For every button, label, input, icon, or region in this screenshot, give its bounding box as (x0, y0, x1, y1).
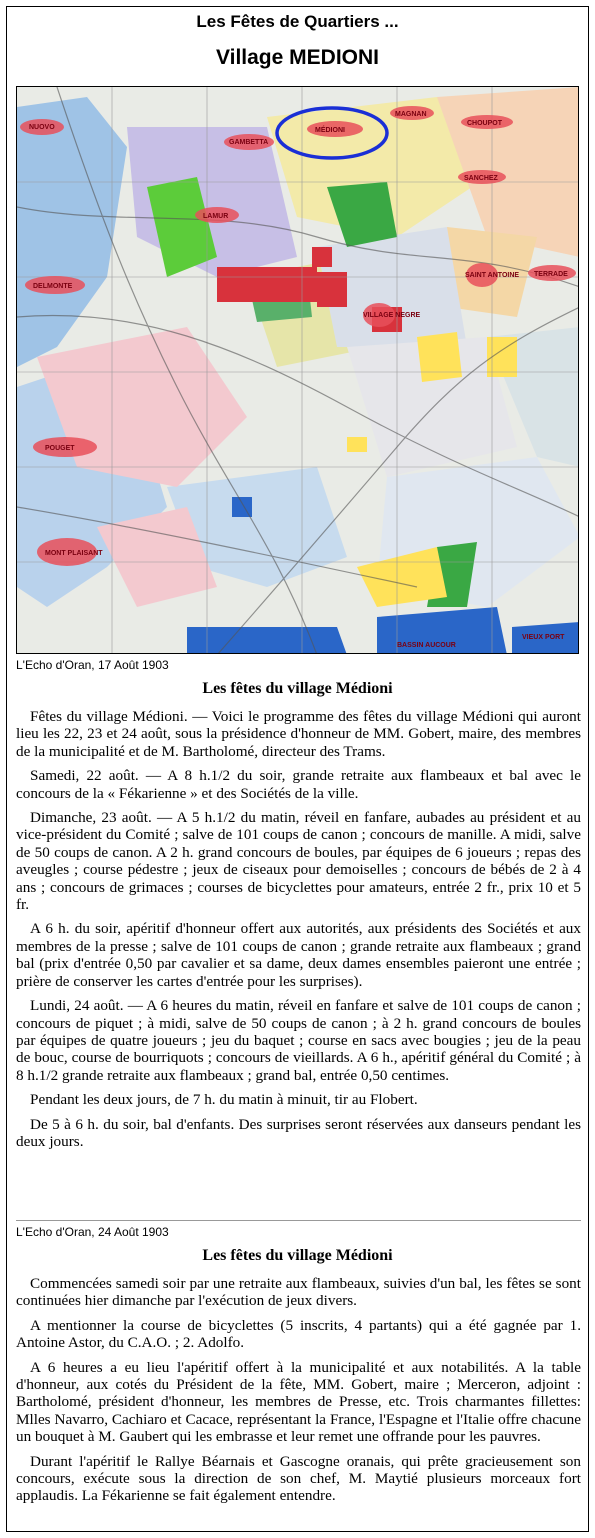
map-label-pouget: POUGET (45, 445, 75, 452)
article-2-paragraph: A mentionner la course de bicyclettes (5 inscrits, 4 partants) qui a été gagnée par 1. Antoine Astor, du C.A.O. ; 2. Adolfo. (16, 1316, 581, 1352)
map-label-nuova: NUOVO (29, 124, 55, 131)
map-label-terrade: TERRADE (534, 271, 568, 278)
page-title: Village MEDIONI (216, 46, 379, 69)
article-divider (16, 1220, 581, 1221)
map-label-lamur: LAMUR (203, 213, 229, 220)
page-kicker: Les Fêtes de Quartiers ... (196, 12, 399, 31)
map-label-saint-antoine: SAINT ANTOINE (465, 272, 520, 279)
article-2-source: L'Echo d'Oran, 24 Août 1903 (16, 1225, 169, 1239)
article-2-title: Les fêtes du village Médioni (202, 1247, 393, 1264)
map-label-delmonte: DELMONTE (33, 283, 73, 290)
map-label-magnan: MAGNAN (395, 111, 427, 118)
map-zone-harbor-1 (187, 627, 347, 654)
article-1-paragraph: De 5 à 6 h. du soir, bal d'enfants. Des surprises seront réservées aux danseurs pendant les deux jours. (16, 1115, 581, 1150)
map-label-sanchez: SANCHEZ (464, 175, 498, 182)
article-1-body (16, 708, 581, 1157)
article-1-paragraph: A 6 h. du soir, apéritif d'honneur offert aux autorités, aux présidents des Sociétés et aux membres de la presse ; salve de 101 coups de canon ; grande retraite aux flambeaux ; grand bal (prix d'entrée 0,50 par cavalier et sa dame, deux dames ensembles paieront une entrée ; prière de conserver les cartes d'entrée pour les surprises). (16, 920, 581, 990)
article-1-title: Les fêtes du village Médioni (202, 680, 393, 697)
map-label-vieux-port: VIEUX PORT (522, 634, 565, 641)
map-label-gambetta: GAMBETTA (229, 139, 269, 146)
article-2-paragraph: Durant l'apéritif le Rallye Béarnais et Gascogne oranais, qui prête gracieusement son concours, exécute sous la direction de son chef, M. Maytié plusieurs morceaux fort applaudis. La Fékarienne se fait également entendre. (16, 1452, 581, 1505)
article-1-paragraph: Fêtes du village Médioni. — Voici le programme des fêtes du village Médioni qui auront lieu les 22, 23 et 24 août, sous la présidence d'honneur de MM. Gobert, maire, des membres de la municipalité et de M. Bartholomé, directeur des Trams. (16, 708, 581, 760)
map-label-village-negre: VILLAGE NEGRE (363, 312, 421, 319)
district-map (16, 86, 579, 654)
article-1-paragraph: Dimanche, 23 août. — A 5 h.1/2 du matin, réveil en fanfare, aubades au président et au vice-président du Comité ; salve de 101 coups de canon ; concours de manille. A midi, salve de 50 coups de canon. A 2 h. grand concours de boules, par équipes de 6 joueurs ; repas des aveugles ; course pédestre ; jeux de ciseaux pour demoiselles ; concours de bébés de 2 à 4 ans ; concours de grimaces ; courses de bicyclettes pour amateurs, entrée 2 fr., prix 10 et 5 fr. (16, 809, 581, 914)
map-label-medioni: MÉDIONI (315, 127, 345, 134)
map-label-choupot: CHOUPOT (467, 120, 502, 127)
article-1-paragraph: Lundi, 24 août. — A 6 heures du matin, réveil en fanfare et salve de 101 coups de canon ; concours de piquet ; à midi, salve de 50 coups de canon ; à 2 h. grand concours de boules par équipes de quatre joueurs ; jeu du baquet ; course en sacs avec bougies ; jeu de la peau de bouc, course de bourriquots ; concours de vieillards. A 6 h., apéritif général du Comité ; à 8 h.1/2 grande retraite aux flambeaux ; grand bal, entrée 0,50 centimes. (16, 997, 581, 1084)
map-label-mont-plaisant: MONT PLAISANT (45, 550, 103, 557)
article-2-paragraph: Commencées samedi soir par une retraite aux flambeaux, suivies d'un bal, les fêtes se sont continuées hier dimanche par l'exécution de jeux divers. (16, 1275, 581, 1310)
map-label-bassin: BASSIN AUCOUR (397, 642, 456, 649)
article-2-paragraph: A 6 heures a eu lieu l'apéritif offert à la municipalité et aux notabilités. A la table d'honneur, aux cotés du Président de la fête, MM. Gobert, maire ; Merceron, adjoint : Bartholomé, président d'honneur, les membres de Presse, etc. Trois charmantes fillettes: Mlles Navarro, Cachiaro et Cacace, représentant la France, l'Espagne et l'Italie offre chacune un bouquet à M. Gaubert qui les embrasse et leur remet une offrande pour les pauvres. (16, 1358, 581, 1446)
article-1-paragraph: Pendant les deux jours, de 7 h. du matin à minuit, tir au Flobert. (30, 1091, 418, 1109)
article-1-paragraph: Samedi, 22 août. — A 8 h.1/2 du soir, grande retraite aux flambeaux et bal avec le concours de la « Fékarienne » et des Sociétés de la ville. (16, 767, 581, 802)
article-1-source: L'Echo d'Oran, 17 Août 1903 (16, 658, 169, 672)
article-2-body (16, 1275, 581, 1512)
